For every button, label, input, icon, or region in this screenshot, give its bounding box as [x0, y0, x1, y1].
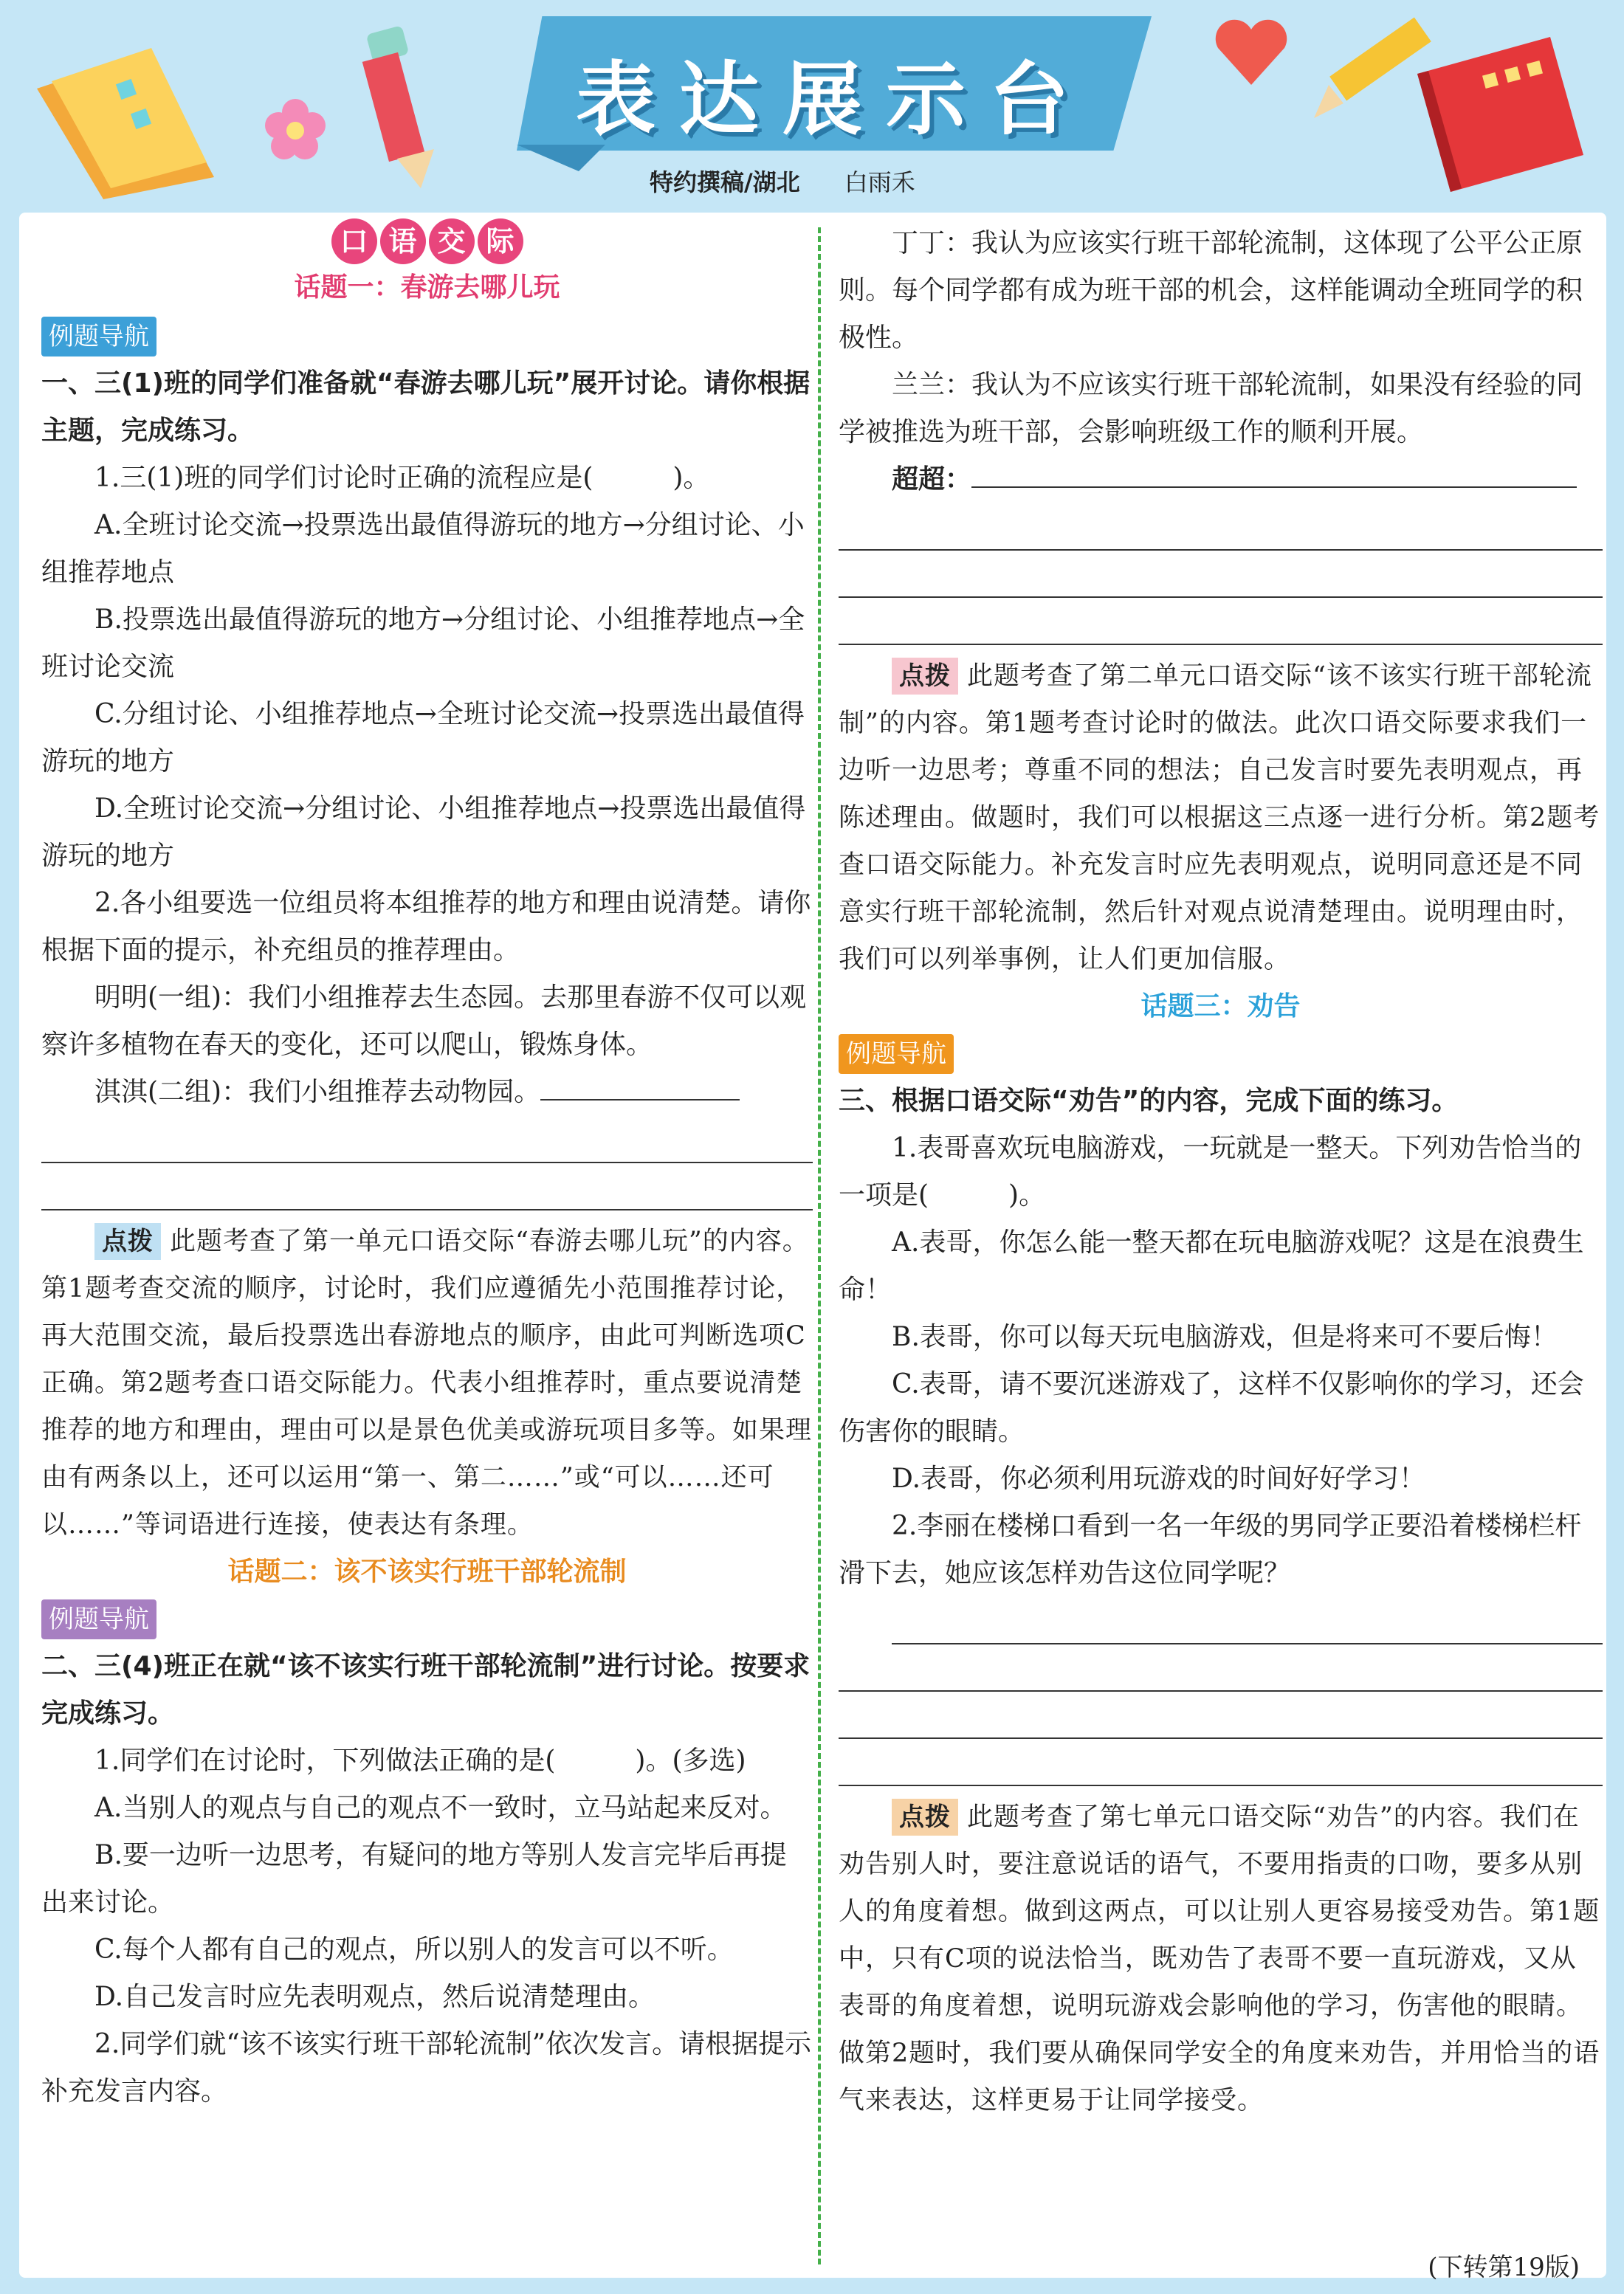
answer-line[interactable] [41, 1116, 813, 1163]
tip-text: 此题考查了第七单元口语交际“劝告”的内容。我们在劝告别人时，要注意说话的语气，不要用指责的口吻，要多从别人的角度着想。做到这两点，可以让别人更容易接受劝告。第1题中，只有C项的说法恰当，既劝告了表哥不要一直玩游戏，又从表哥的角度着想，说明玩游戏会影响他的学习，伤害他的眼睛。做第2题时，我们要从确保同学安全的角度来劝告，并用恰当的语气来表达，这样更易于让同学接受。 [839, 1802, 1600, 2115]
topic1-q1: 1.三(1)班的同学们讨论时正确的流程应是( )。 [94, 463, 710, 493]
chaochao-label: 超超： [892, 464, 972, 495]
section-title-char: 交 [429, 218, 475, 264]
topic1-option-c: C.分组讨论、小组推荐地点→全班讨论交流→投票选出最值得游玩的地方 [41, 699, 805, 776]
pencil-icon [347, 22, 443, 192]
topic3-question: 三、根据口语交际“劝告”的内容，完成下面的练习。 [839, 1086, 1459, 1116]
answer-line[interactable] [41, 1163, 813, 1210]
answer-line[interactable] [839, 551, 1603, 598]
tip-label: 点拨 [892, 1799, 958, 1836]
example-tag: 例题导航 [41, 317, 156, 356]
example-tag: 例题导航 [41, 1599, 156, 1639]
byline-author: 白雨禾 [844, 168, 915, 196]
topic2-lanlan: 兰兰：我认为不应该实行班干部轮流制，如果没有经验的同学被推选为班干部，会影响班级工作的顺利开展。 [839, 370, 1583, 447]
topic3-q1: 1.表哥喜欢玩电脑游戏，一玩就是一整天。下列劝告恰当的一项是( )。 [839, 1133, 1582, 1210]
topic3-tip [839, 1794, 1603, 2124]
flower-icon [262, 96, 328, 162]
topic3-option-d: D.表哥，你必须利用玩游戏的时间好好学习！ [892, 1464, 1426, 1494]
continue-note: (下转第19版) [1428, 2253, 1580, 2282]
topic3-title: 话题三：劝告 [1140, 991, 1301, 1022]
answer-blank[interactable] [971, 458, 1577, 488]
content-panel [19, 213, 1606, 2282]
tip-label: 点拨 [94, 1223, 161, 1260]
example-tag: 例题导航 [839, 1034, 954, 1074]
topic1-question: 一、三(1)班的同学们准备就“春游去哪儿玩”展开讨论。请你根据主题，完成练习。 [41, 368, 811, 446]
topic1-qiqi [41, 1069, 813, 1116]
topic1-title: 话题一：春游去哪儿玩 [294, 272, 560, 303]
topic3-option-c: C.表哥，请不要沉迷游戏了，这样不仅影响你的学习，还会伤害你的眼睛。 [839, 1369, 1584, 1447]
section-title-char: 口 [331, 218, 377, 264]
section-title-char: 语 [380, 218, 426, 264]
topic2-dingding: 丁丁：我认为应该实行班干部轮流制，这体现了公平公正原则。每个同学都有成为班干部的机会，这样能调动全班同学的积极性。 [839, 228, 1583, 353]
topic2-option-a: A.当别人的观点与自己的观点不一致时，立马站起来反对。 [94, 1793, 787, 1823]
answer-line[interactable] [839, 1692, 1603, 1739]
topic2-option-d: D.自己发言时应先表明观点，然后说清楚理由。 [94, 1982, 656, 2012]
topic2-chaochao [839, 456, 1603, 503]
topic2-question: 二、三(4)班正在就“该不该实行班干部轮流制”进行讨论。按要求完成练习。 [41, 1651, 811, 1729]
column-divider [818, 227, 821, 2264]
answer-blank[interactable] [540, 1071, 740, 1100]
heart-icon [1211, 15, 1292, 89]
topic2-title: 话题二：该不该实行班干部轮流制 [227, 1557, 627, 1587]
byline [650, 164, 915, 198]
answer-line[interactable] [839, 1739, 1603, 1786]
tip-text: 此题考查了第一单元口语交际“春游去哪儿玩”的内容。第1题考查交流的顺序，讨论时，我们应遵循先小范围推荐讨论，再大范围交流，最后投票选出春游地点的顺序，由此可判断选项C正确。第2题考查口语交际能力。代表小组推荐时，重点要说清楚推荐的地方和理由，理由可以是景色优美或游玩项目多等。如果理由有两条以上，还可以运用“第一、第二……”或“可以……还可以……”等词语进行连接，使表达有条理。 [41, 1227, 813, 1540]
section-title-char: 际 [478, 218, 523, 264]
topic1-option-b: B.投票选出最值得游玩的地方→分组讨论、小组推荐地点→全班讨论交流 [41, 604, 805, 682]
topic2-option-c: C.每个人都有自己的观点，所以别人的发言可以不听。 [94, 1935, 734, 1965]
byline-source: 特约撰稿/湖北 [650, 168, 800, 196]
topic1-q2: 2.各小组要选一位组员将本组推荐的地方和理由说清楚。请你根据下面的提示，补充组员的推荐理由。 [41, 888, 811, 965]
topic1-mingming: 明明(一组)：我们小组推荐去生态园。去那里春游不仅可以观察许多植物在春天的变化，还可以爬山，锻炼身体。 [41, 982, 807, 1060]
tip-text: 此题考查了第二单元口语交际“该不该实行班干部轮流制”的内容。第1题考查讨论时的做法。此次口语交际要求我们一边听一边思考；尊重不同的想法；自己发言时要先表明观点，再陈述理由。做题时，我们可以根据这三点逐一进行分析。第2题考查口语交际能力。补充发言时应先表明观点，说明同意还是不同意实行班干部轮流制，然后针对观点说清楚理由。说明理由时，我们可以列举事例，让人们更加信服。 [839, 661, 1600, 974]
qiqi-text: 淇淇(二组)：我们小组推荐去动物园。 [94, 1077, 541, 1107]
book-icon [30, 30, 273, 199]
topic3-option-b: B.表哥，你可以每天玩电脑游戏，但是将来可不要后悔！ [892, 1322, 1558, 1352]
topic3-q2: 2.李丽在楼梯口看到一名一年级的男同学正要沿着楼梯栏杆滑下去，她应该怎样劝告这位同学呢？ [839, 1511, 1582, 1588]
topic2-tip [839, 652, 1603, 983]
topic1-option-a: A.全班讨论交流→投票选出最值得游玩的地方→分组讨论、小组推荐地点 [41, 510, 805, 588]
page-header [0, 0, 1624, 214]
section-title [41, 213, 813, 272]
topic2-option-b: B.要一边听一边思考，有疑问的地方等别人发言完毕后再提出来讨论。 [41, 1840, 787, 1918]
topic3-option-a: A.表哥，你怎么能一整天都在玩电脑游戏呢？这是在浪费生命！ [839, 1227, 1584, 1305]
red-book-icon [1403, 22, 1594, 199]
right-column [839, 220, 1603, 2124]
page-title: 表达展示台 [575, 54, 1093, 146]
topic2-q2: 2.同学们就“该不该实行班干部轮流制”依次发言。请根据提示补充发言内容。 [41, 2029, 812, 2107]
answer-line[interactable] [839, 1644, 1603, 1692]
answer-line[interactable] [839, 598, 1603, 645]
topic1-tip [41, 1218, 813, 1549]
tip-label: 点拨 [892, 658, 958, 695]
answer-line[interactable] [839, 503, 1603, 551]
topic2-q1: 1.同学们在讨论时，下列做法正确的是( )。(多选) [94, 1746, 746, 1776]
answer-line[interactable] [892, 1597, 1603, 1644]
left-column [41, 213, 813, 2115]
topic1-option-d: D.全班讨论交流→分组讨论、小组推荐地点→投票选出最值得游玩的地方 [41, 793, 806, 871]
